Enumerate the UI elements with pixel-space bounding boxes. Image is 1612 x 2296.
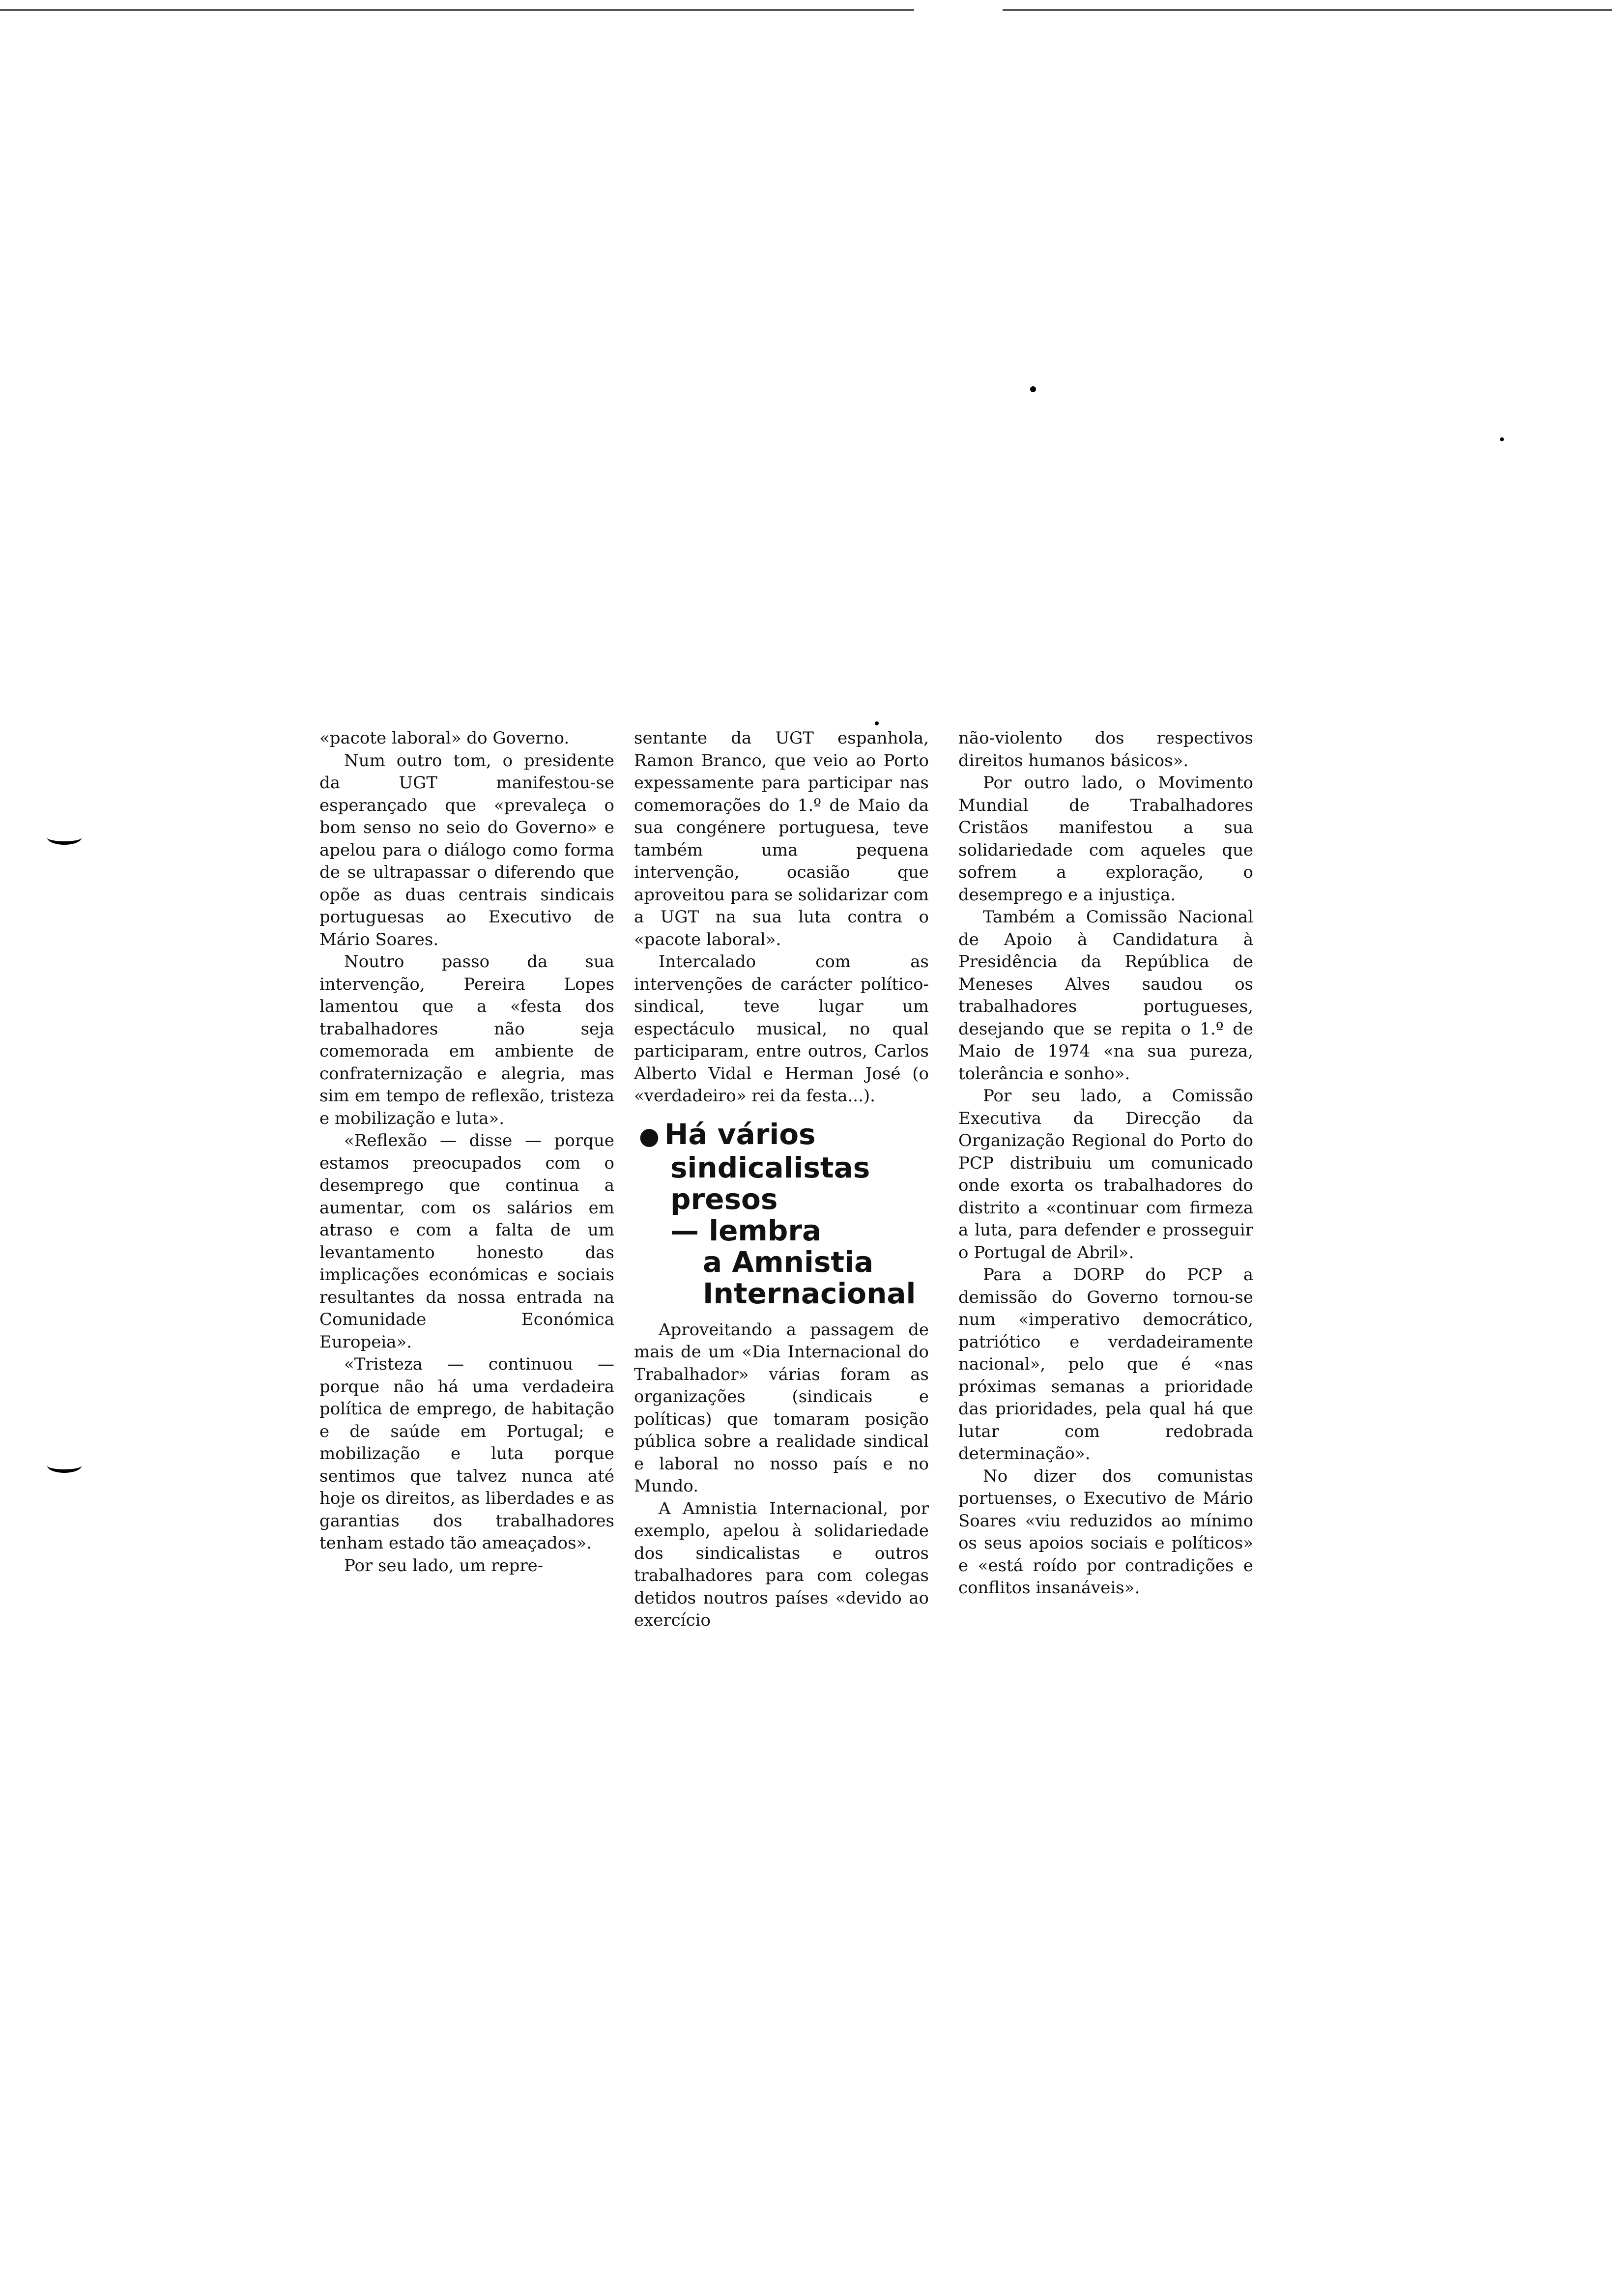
headline-line: Há vários [664,1117,816,1151]
article-column-1 [319,727,614,1577]
paragraph: Para a DORP do PCP a demissão do Governo tornou-se num «imperativo democrático, patriótico e verdadeiramente nacional», pelo que é «nas próximas semanas a prioridade das prioridades, pela qual há que lutar com redobrada determinação». [958,1265,1253,1464]
article-column-3 [958,727,1253,1600]
headline-line: presos [670,1182,778,1216]
scan-edge-line [0,9,914,11]
paragraph: «Reflexão — disse — porque estamos preocupados com o desemprego que continua a aumentar, com os salários em atraso e com a falta de um levantamento honesto das implicações económicas e sociais resultantes da nossa entrada na Comunidade Económica Europeia». [319,1131,614,1352]
scan-speck [1500,437,1504,441]
paragraph: Aproveitando a passagem de mais de um «Dia Internacional do Trabalhador» várias foram as organizações (sindicais e políticas) que tomaram posição pública sobre a realidade sindical e laboral no nosso país e no Mundo. [634,1320,929,1496]
scan-speck [1030,386,1036,392]
paragraph: não-violento dos respectivos direitos humanos básicos». [958,728,1253,771]
paragraph: Num outro tom, o presidente da UGT manifestou-se esperançado que «prevaleça o bom senso no seio do Governo» e apelou para o diálogo como forma de se ultrapassar o diferendo que opõe as duas centrais sindicais portuguesas ao Executivo de Mário Soares. [319,750,614,949]
paragraph: Também a Comissão Nacional de Apoio à Candidatura à Presidência da República de Meneses Alves saudou os trabalhadores portugueses, desejando que se repita o 1.º de Maio de 1974 «na sua pureza, tolerância e sonho». [958,907,1253,1084]
punch-hole-mark [47,1459,82,1473]
headline-line: sindicalistas [670,1150,870,1184]
paragraph: Intercalado com as intervenções de carácter político-sindical, teve lugar um espectáculo musical, no qual participaram, entre outros, Carlos Alberto Vidal e Herman José (o «verdadeiro» rei da festa...). [634,952,929,1106]
paragraph: sentante da UGT espanhola, Ramon Branco, que veio ao Porto expessamente para participar nas comemorações do 1.º de Maio da sua congénere portuguesa, teve também uma pequena intervenção, ocasião que aproveitou para se solidarizar com a UGT na sua luta contra o «pacote laboral». [634,728,929,949]
scan-speck [875,721,879,725]
headline-line: a Amnistia [703,1245,874,1279]
newspaper-clipping [300,727,1278,1764]
paragraph: «pacote laboral» do Governo. [319,728,570,748]
paragraph: Noutro passo da sua intervenção, Pereira Lopes lamentou que a «festa dos trabalhadores não seja comemorada em ambiente de confraternização e alegria, mas sim em tempo de reflexão, tristeza e mobilização e luta». [319,952,614,1128]
paragraph: Por seu lado, um repre- [344,1555,544,1576]
bullet-icon: ● [639,1122,660,1150]
paragraph: «Tristeza — continuou — porque não há uma verdadeira política de emprego, de habitação e de saúde em Portugal; e mobilização e luta porque sentimos que talvez nunca até hoje os direitos, as liberdades e as garantias dos trabalhadores tenham estado tão ameaçados». [319,1354,614,1553]
paragraph: No dizer dos comunistas portuenses, o Executivo de Mário Soares «viu reduzidos ao mínimo os seus apoios sociais e políticos» e «está roído por contradições e conflitos insanáveis». [958,1466,1253,1598]
punch-hole-mark [47,831,82,845]
scan-edge-line [1003,9,1612,11]
paragraph: Por seu lado, a Comissão Executiva da Direcção da Organização Regional do Porto do PCP distribuiu um comunicado onde exorta os trabalhadores do distrito a «continuar com firmeza a luta, para defender e prosseguir o Portugal de Abril». [958,1086,1253,1263]
section-headline [634,1119,929,1309]
paragraph: Por outro lado, o Movimento Mundial de Trabalhadores Cristãos manifestou a sua solidariedade com aqueles que sofrem a exploração, o desemprego e a injustiça. [958,773,1253,905]
headline-line: — lembra [670,1213,822,1247]
article-column-2 [634,727,929,1632]
headline-line: Internacional [703,1276,916,1310]
paragraph: A Amnistia Internacional, por exemplo, apelou à solidariedade dos sindicalistas e outros trabalhadores para com colegas detidos noutros países «devido ao exercício [634,1498,929,1630]
